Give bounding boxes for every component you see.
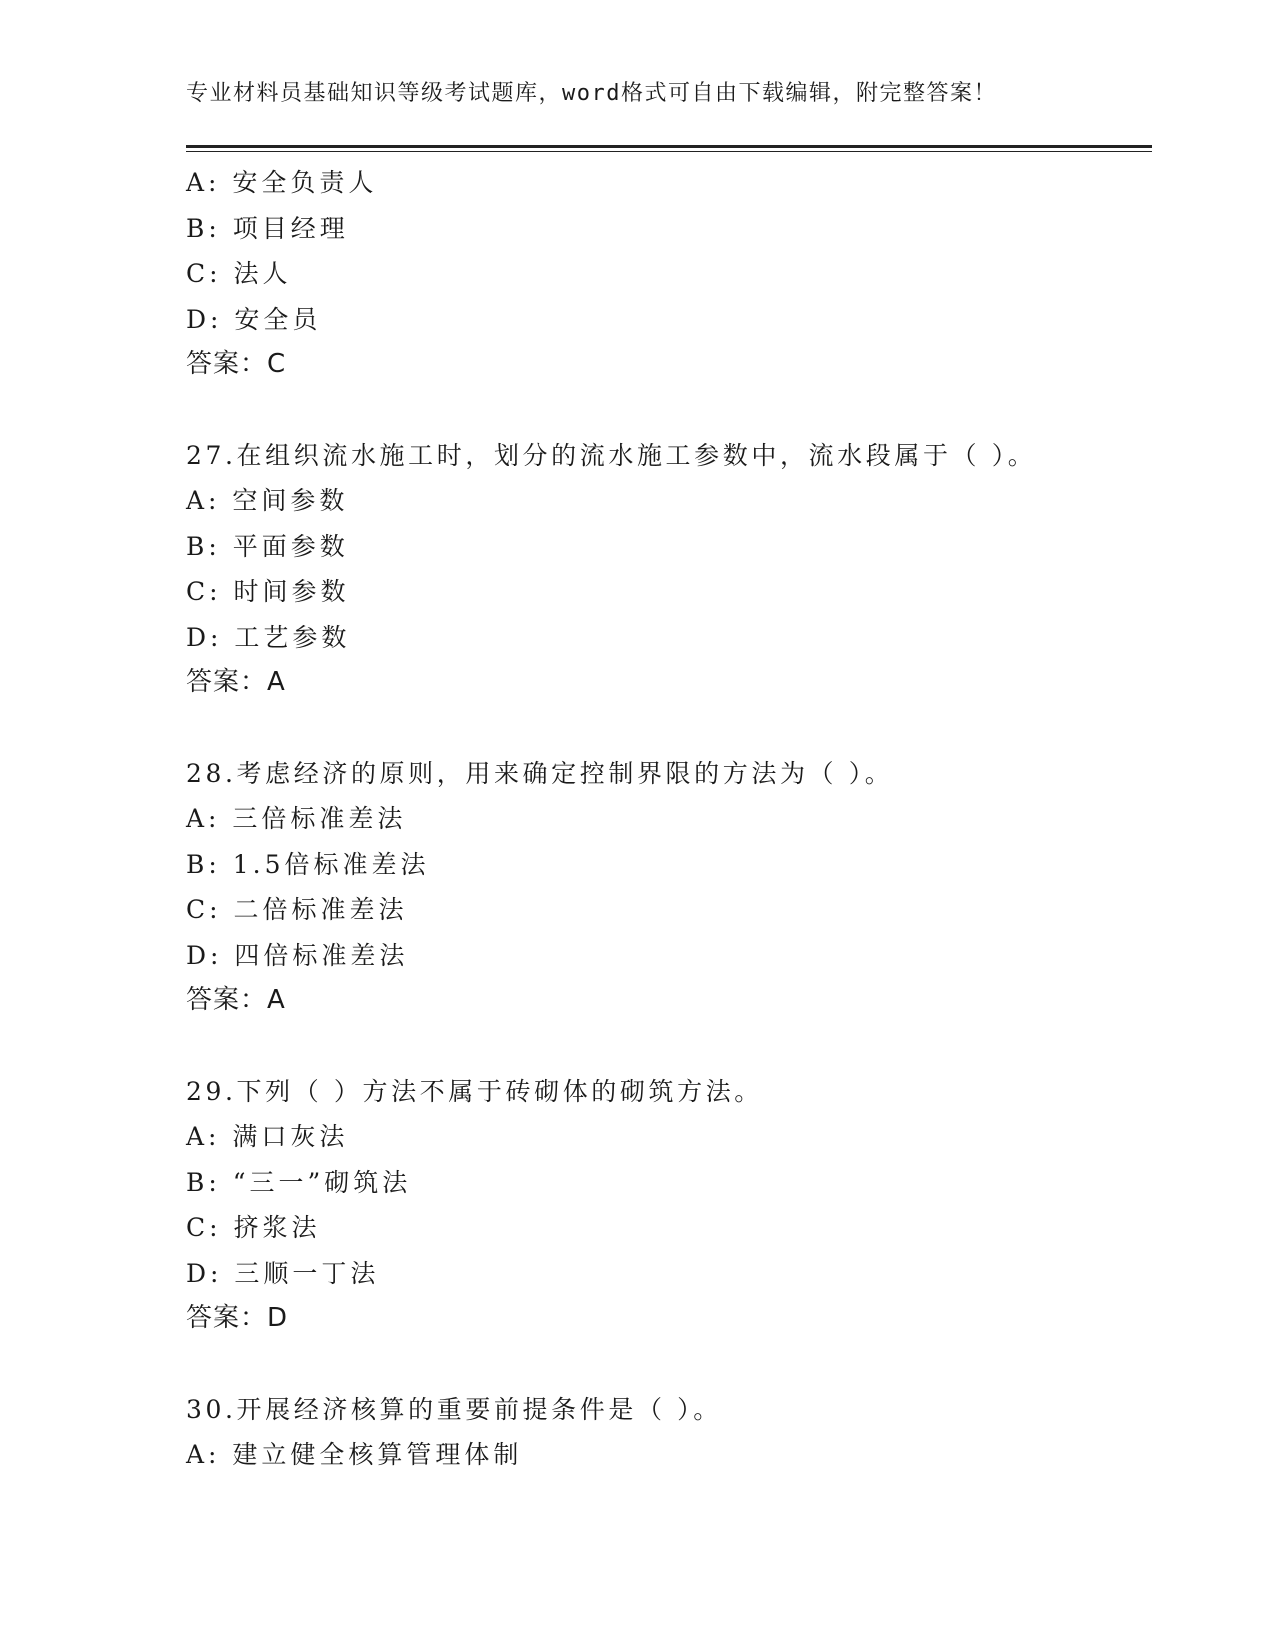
question-text: 28.考虑经济的原则，用来确定控制界限的方法为（ ）。	[186, 758, 894, 788]
option-c: C: 挤浆法	[186, 1213, 321, 1242]
option-b: B: 项目经理	[186, 213, 349, 243]
question-list	[186, 160, 1146, 1478]
question-block-27	[186, 433, 1146, 706]
option-c: C: 二倍标准差法	[186, 895, 408, 924]
header-divider-thick	[186, 145, 1152, 148]
option-a: A: 安全负责人	[186, 168, 378, 197]
option-a: A: 空间参数	[186, 486, 349, 515]
answer-line: 答案：A	[186, 985, 286, 1015]
spacer	[186, 388, 1146, 433]
question-block-26	[186, 160, 1146, 388]
option-b: B: 平面参数	[186, 531, 349, 561]
option-a: A: 满口灰法	[186, 1122, 349, 1151]
answer-line: 答案：A	[186, 667, 286, 697]
spacer	[186, 1342, 1146, 1387]
option-a: A: 建立健全核算管理体制	[186, 1440, 523, 1469]
option-d: D: 四倍标准差法	[186, 940, 409, 970]
question-block-28	[186, 751, 1146, 1024]
option-c: C: 法人	[186, 259, 292, 288]
spacer	[186, 1024, 1146, 1069]
option-d: D: 工艺参数	[186, 622, 351, 652]
question-text: 30.开展经济核算的重要前提条件是（ ）。	[186, 1394, 722, 1424]
option-a: A: 三倍标准差法	[186, 804, 407, 833]
option-b: B: “三一”砌筑法	[186, 1167, 412, 1197]
spacer	[186, 706, 1146, 751]
option-b: B: 1.5倍标准差法	[186, 849, 430, 879]
question-block-30	[186, 1387, 1146, 1478]
answer-line: 答案：C	[186, 349, 287, 379]
header-divider-thin	[186, 151, 1152, 152]
option-c: C: 时间参数	[186, 577, 350, 606]
option-d: D: 安全员	[186, 304, 322, 334]
option-d: D: 三顺一丁法	[186, 1258, 380, 1288]
page-header: 专业材料员基础知识等级考试题库，word格式可自由下载编辑，附完整答案！	[186, 81, 997, 106]
question-text: 29.下列（ ）方法不属于砖砌体的砌筑方法。	[186, 1076, 763, 1106]
question-block-29	[186, 1069, 1146, 1342]
question-text: 27.在组织流水施工时，划分的流水施工参数中，流水段属于（ ）。	[186, 440, 1037, 470]
answer-line: 答案：D	[186, 1303, 289, 1333]
